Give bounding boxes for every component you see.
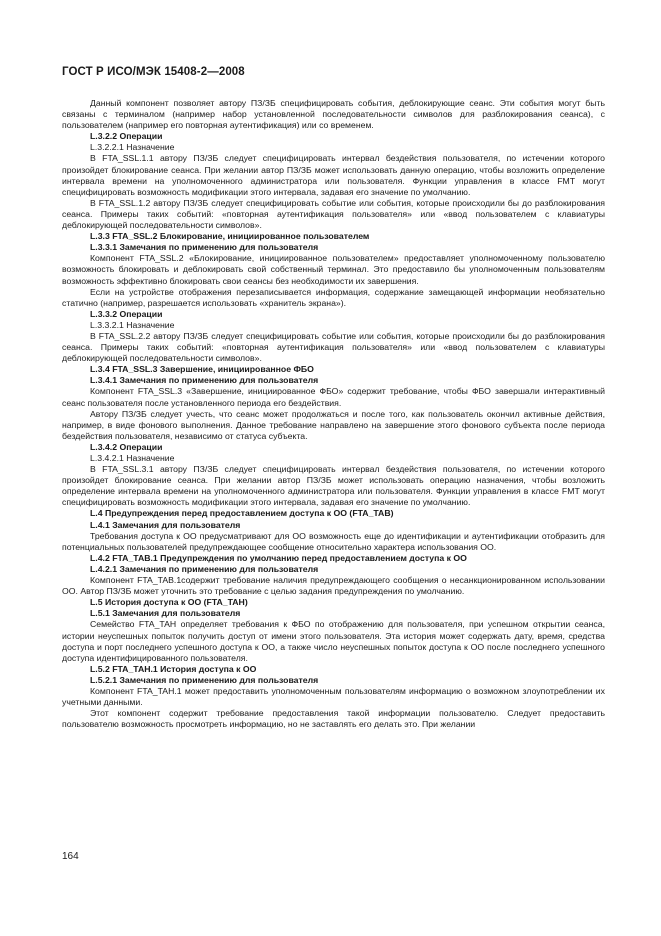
body-paragraph: В FTA_SSL.1.1 автору ПЗ/ЗБ следует специфицировать интервал бездействия пользователя, по истечении которого произойдет блокирование сеанса. При желании автор ПЗ/ЗБ может использовать данную операцию, чтобы возложить определение интервала времени на уполномоченного администратора или пользователя. Функции управления в классе FMT могут специфицировать возможность модификации этого интервала, задавая его значение по умолчанию.	[62, 153, 605, 197]
body-paragraph: Автору ПЗ/ЗБ следует учесть, что сеанс может продолжаться и после того, как пользователь окончил активные действия, например, в виде фонового выполнения. Данное требование направлено на завершение этого фонового субъекта после периода бездействия пользователя, независимо от статуса субъекта.	[62, 408, 605, 441]
section-heading: L.3.3.2 Операции	[90, 308, 163, 319]
section-heading: L.4.2.1 Замечания по применению для пользователя	[90, 563, 319, 574]
body-paragraph: Семейство FTA_TAH определяет требования к ФБО по отображению для пользователя, при успешном открытии сеанса, истории неуспешных попыток получить доступ от имени этого пользователя. Эта история может содержать дату, время, средства доступа и порт последнего успешного доступа к ОО, а также число неуспешных попыток доступа к ОО после последнего успешного доступа идентифицированного пользователя.	[62, 619, 605, 663]
body-paragraph: Компонент FTA_SSL.3 «Завершение, инициированное ФБО» содержит требование, чтобы ФБО завершали интерактивный сеанс пользователя после установленного периода его бездействия.	[62, 386, 605, 408]
body-paragraph: Компонент FTA_SSL.2 «Блокирование, инициированное пользователем» предоставляет уполномоченному пользователю возможность блокировать и деблокировать свой собственный терминал. Это предоставило бы уполномоченным пользователям возможность эффективно блокировать свои сеансы без необходимости их завершения.	[62, 253, 605, 286]
body-paragraph: Компонент FTA_TAB.1содержит требование наличия предупреждающего сообщения о несанкционированном использовании ОО. Автор ПЗ/ЗБ может уточнить это требование с целью задания предупреждения по умолчанию.	[62, 575, 605, 597]
document-body	[62, 98, 605, 730]
section-heading: L.5 История доступа к ОО (FTA_TAH)	[90, 597, 248, 608]
body-paragraph: Этот компонент содержит требование предоставления такой информации пользователю. Следует предоставить пользователю возможность просмотреть информацию, но не заставлять его делать это. При желании	[62, 708, 605, 730]
section-heading: L.3.2.2 Операции	[90, 131, 163, 142]
section-heading: L.3.3 FTA_SSL.2 Блокирование, инициированное пользователем	[90, 231, 370, 242]
section-heading: L.5.1 Замечания для пользователя	[90, 608, 241, 619]
section-heading: L.5.2 FTA_TAH.1 История доступа к ОО	[90, 663, 257, 674]
page-number: 164	[62, 851, 79, 862]
section-heading: L.4.1 Замечания для пользователя	[90, 519, 241, 530]
body-paragraph: Данный компонент позволяет автору ПЗ/ЗБ специфицировать события, деблокирующие сеанс. Эти события могут быть связаны с терминалом (например набор установленной последовательности символов для разблокирования сеанса), с пользователем (например его повторная аутентификация) или со временем.	[62, 98, 605, 131]
section-heading: L.3.3.1 Замечания по применению для пользователя	[90, 242, 319, 253]
section-heading: L.3.4.2 Операции	[90, 441, 163, 452]
section-heading: L.3.4 FTA_SSL.3 Завершение, инициированное ФБО	[90, 364, 314, 375]
body-paragraph: В FTA_SSL.3.1 автору ПЗ/ЗБ следует специфицировать интервал бездействия пользователя, по истечении которого произойдет блокирование сеанса. При желании автор ПЗ/ЗБ может использовать операцию назначения, чтобы возложить определение интервала времени на уполномоченного администратора или пользователя. Функции управления в классе FMT могут специфицировать возможность модификации этого интервала, задавая его значение по умолчанию.	[62, 464, 605, 508]
section-heading: L.5.2.1 Замечания по применению для пользователя	[90, 674, 319, 685]
document-header: ГОСТ Р ИСО/МЭК 15408-2—2008	[62, 66, 245, 78]
subsection-label: L.3.3.2.1 Назначение	[90, 319, 175, 330]
body-paragraph: В FTA_SSL.1.2 автору ПЗ/ЗБ следует специфицировать событие или события, которые происходили бы до разблокирования сеанса. Примеры таких событий: «повторная аутентификация пользователя» или «ввод пользователем с клавиатуры деблокирующей последовательности символов».	[62, 197, 605, 231]
subsection-label: L.3.2.2.1 Назначение	[90, 142, 175, 153]
body-paragraph: Требования доступа к ОО предусматривают для ОО возможность еще до идентификации и аутентификации отобразить для потенциальных пользователей предупреждающее сообщение относительно характера использования ОО.	[62, 530, 605, 552]
body-paragraph: Если на устройстве отображения перезаписывается информация, содержание замещающей информации необязательно статично (например, разрешается использовать «хранитель экрана»).	[62, 286, 605, 308]
body-paragraph: В FTA_SSL.2.2 автору ПЗ/ЗБ следует специфицировать событие или события, которые происходили бы до разблокирования сеанса. Примеры таких событий: «повторная аутентификация пользователя» или «ввод пользователем с клавиатуры деблокирующей последовательности символов».	[62, 330, 605, 364]
body-paragraph: Компонент FTA_TAH.1 может предоставить уполномоченным пользователям информацию о возможном злоупотреблении их учетными данными.	[62, 685, 605, 708]
section-heading: L.4 Предупреждения перед предоставлением доступа к ОО (FTA_TAB)	[90, 508, 394, 519]
section-heading: L.4.2 FTA_TAB.1 Предупреждения по умолчанию перед предоставлением доступа к ОО	[90, 552, 467, 563]
section-heading: L.3.4.1 Замечания по применению для пользователя	[90, 375, 319, 386]
subsection-label: L.3.4.2.1 Назначение	[90, 453, 175, 463]
